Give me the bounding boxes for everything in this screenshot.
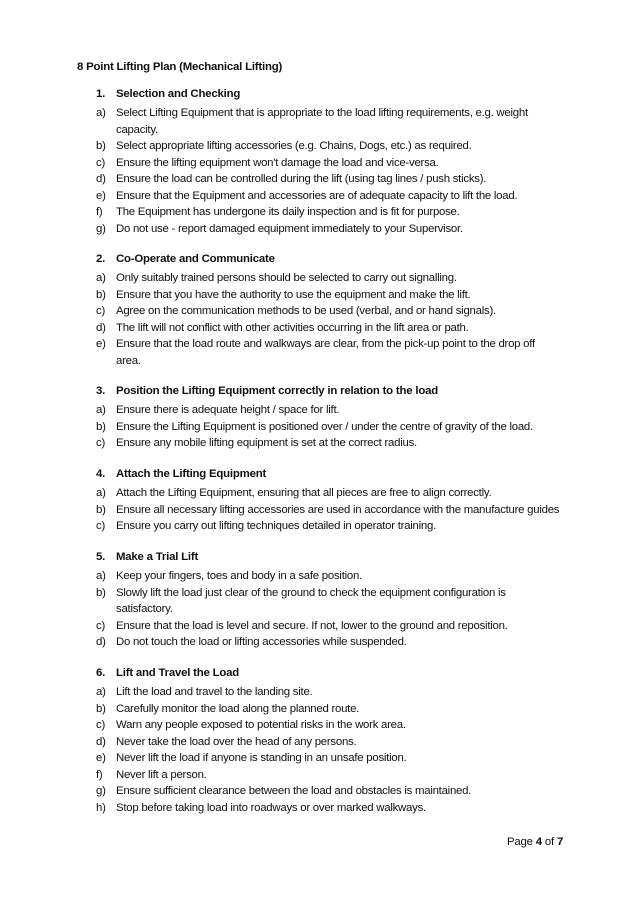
page-number — [507, 836, 563, 848]
page-prefix: Page — [507, 836, 533, 848]
item-text: Ensure sufficient clearance between the load and obstacles is maintained. — [116, 785, 472, 797]
list-item — [0, 320, 638, 337]
item-text: Select appropriate lifting accessories (e.g. Chains, Dogs, etc.) as required. — [116, 140, 472, 152]
document-title: 8 Point Lifting Plan (Mechanical Lifting) — [77, 61, 283, 73]
item-text: Only suitably trained persons should be selected to carry out signalling. — [116, 272, 457, 284]
item-letter: c) — [96, 719, 105, 731]
section-heading — [0, 468, 638, 485]
list-item — [0, 435, 638, 452]
section-number: 1. — [96, 88, 106, 100]
item-text: Slowly lift the load just clear of the ground to check the equipment configuration is satisfactory. — [116, 586, 506, 615]
list-item — [0, 303, 638, 320]
page-current: 4 — [535, 836, 542, 848]
item-letter: b) — [96, 586, 106, 599]
item-text: Ensure the load can be controlled during the lift (using tag lines / push sticks). — [116, 173, 487, 185]
list-item — [0, 568, 638, 585]
item-text: Keep your fingers, toes and body in a safe position. — [116, 570, 362, 582]
list-item — [0, 767, 638, 784]
list-item — [0, 270, 638, 287]
list-item — [0, 684, 638, 701]
section-title: Attach the Lifting Equipment — [116, 468, 267, 480]
page-of: of — [544, 836, 554, 848]
list-item — [0, 618, 638, 635]
item-text: Ensure that the load is level and secure. If not, lower to the ground and reposition. — [116, 619, 508, 632]
section-heading — [0, 667, 638, 684]
item-letter: d) — [96, 636, 106, 648]
item-text: The lift will not conflict with other activities occurring in the lift area or path. — [116, 321, 469, 334]
item-text: Ensure there is adequate height / space for lift. — [116, 404, 340, 416]
item-text: Do not use - report damaged equipment immediately to your Supervisor. — [116, 222, 463, 235]
item-text: Never lift the load if anyone is standing in an unsafe position. — [116, 752, 407, 764]
item-text: Ensure that the load route and walkways are clear, from the pick-up point to the drop off area. — [116, 338, 535, 367]
list-item — [0, 138, 638, 155]
section-title: Selection and Checking — [116, 88, 241, 100]
item-letter: b) — [96, 702, 106, 715]
item-text: Carefully monitor the load along the planned route. — [116, 702, 360, 715]
list-item — [0, 585, 638, 618]
item-letter: a) — [96, 107, 106, 119]
list-item — [0, 155, 638, 172]
section-make-a-trial-lift — [0, 551, 638, 651]
item-letter: c) — [96, 520, 105, 532]
list-item — [0, 734, 638, 751]
section-number: 4. — [96, 468, 106, 480]
item-letter: d) — [96, 173, 106, 185]
item-letter: c) — [96, 437, 105, 449]
item-letter: d) — [96, 735, 106, 748]
list-item — [0, 204, 638, 221]
item-text: The Equipment has undergone its daily inspection and is fit for purpose. — [116, 206, 460, 218]
item-letter: e) — [96, 189, 106, 202]
section-heading — [0, 551, 638, 568]
item-letter: b) — [96, 503, 106, 516]
item-text: Ensure the Lifting Equipment is positioned over / under the centre of gravity of the load. — [116, 420, 533, 433]
item-text: Warn any people exposed to potential risks in the work area. — [116, 719, 406, 731]
item-letter: c) — [96, 619, 105, 632]
list-item — [0, 336, 638, 369]
page-total: 7 — [556, 836, 564, 848]
item-letter: b) — [96, 140, 106, 152]
item-text: Stop before taking load into roadways or over marked walkways. — [116, 801, 426, 814]
item-letter: d) — [96, 321, 106, 334]
item-text: Lift the load and travel to the landing site. — [116, 686, 313, 698]
item-letter: a) — [96, 404, 106, 416]
item-text: Ensure that you have the authority to use the equipment and make the lift. — [116, 288, 471, 301]
item-letter: a) — [96, 487, 106, 499]
section-attach-lifting-equipment — [0, 468, 638, 535]
section-position-lifting-equipment — [0, 385, 638, 452]
item-text: Select Lifting Equipment that is appropriate to the load lifting requirements, e.g. weight capacity. — [116, 107, 528, 136]
section-number: 2. — [96, 253, 106, 265]
section-number: 5. — [96, 551, 106, 563]
list-item — [0, 717, 638, 734]
item-text: Ensure you carry out lifting techniques detailed in operator training. — [116, 520, 436, 532]
section-heading — [0, 88, 638, 105]
section-title: Make a Trial Lift — [116, 551, 199, 563]
item-letter: e) — [96, 752, 106, 764]
section-heading — [0, 385, 638, 402]
item-letter: e) — [96, 338, 106, 350]
item-text: Do not touch the load or lifting accessories while suspended. — [116, 636, 407, 648]
item-letter: f) — [96, 206, 103, 218]
section-number: 6. — [96, 667, 106, 679]
item-letter: h) — [96, 801, 106, 814]
item-text: Ensure all necessary lifting accessories are used in accordance with the manufacture guides — [116, 503, 560, 516]
section-number: 3. — [96, 385, 106, 397]
item-text: Agree on the communication methods to be used (verbal, and or hand signals). — [116, 305, 496, 317]
item-letter: f) — [96, 768, 103, 781]
list-item — [0, 105, 638, 138]
section-heading — [0, 253, 638, 270]
list-item — [0, 287, 638, 304]
item-text: Ensure that the Equipment and accessories are of adequate capacity to lift the load. — [116, 189, 518, 202]
list-item — [0, 783, 638, 800]
list-item — [0, 188, 638, 205]
list-item — [0, 800, 638, 817]
item-letter: b) — [96, 288, 106, 301]
list-item — [0, 502, 638, 519]
section-co-operate-and-communicate — [0, 253, 638, 369]
list-item — [0, 171, 638, 188]
section-selection-and-checking — [0, 88, 638, 237]
list-item — [0, 221, 638, 238]
item-letter: a) — [96, 272, 106, 284]
item-letter: b) — [96, 420, 106, 433]
item-text: Never take the load over the head of any persons. — [116, 735, 357, 748]
list-item — [0, 750, 638, 767]
item-letter: c) — [96, 305, 105, 317]
item-letter: g) — [96, 785, 106, 797]
section-title: Co-Operate and Communicate — [116, 253, 275, 265]
list-item — [0, 402, 638, 419]
item-letter: g) — [96, 222, 106, 235]
list-item — [0, 518, 638, 535]
section-lift-and-travel-the-load — [0, 667, 638, 816]
item-text: Ensure the lifting equipment won't damage the load and vice-versa. — [116, 156, 439, 169]
list-item — [0, 701, 638, 718]
list-item — [0, 634, 638, 651]
list-item — [0, 419, 638, 436]
list-item — [0, 485, 638, 502]
section-title: Position the Lifting Equipment correctly in relation to the load — [116, 385, 438, 397]
item-letter: c) — [96, 156, 105, 169]
item-letter: a) — [96, 570, 106, 582]
item-text: Ensure any mobile lifting equipment is set at the correct radius. — [116, 437, 417, 449]
item-letter: a) — [96, 686, 106, 698]
item-text: Attach the Lifting Equipment, ensuring that all pieces are free to align correctly. — [116, 487, 492, 499]
item-text: Never lift a person. — [116, 768, 207, 781]
section-title: Lift and Travel the Load — [116, 667, 240, 679]
